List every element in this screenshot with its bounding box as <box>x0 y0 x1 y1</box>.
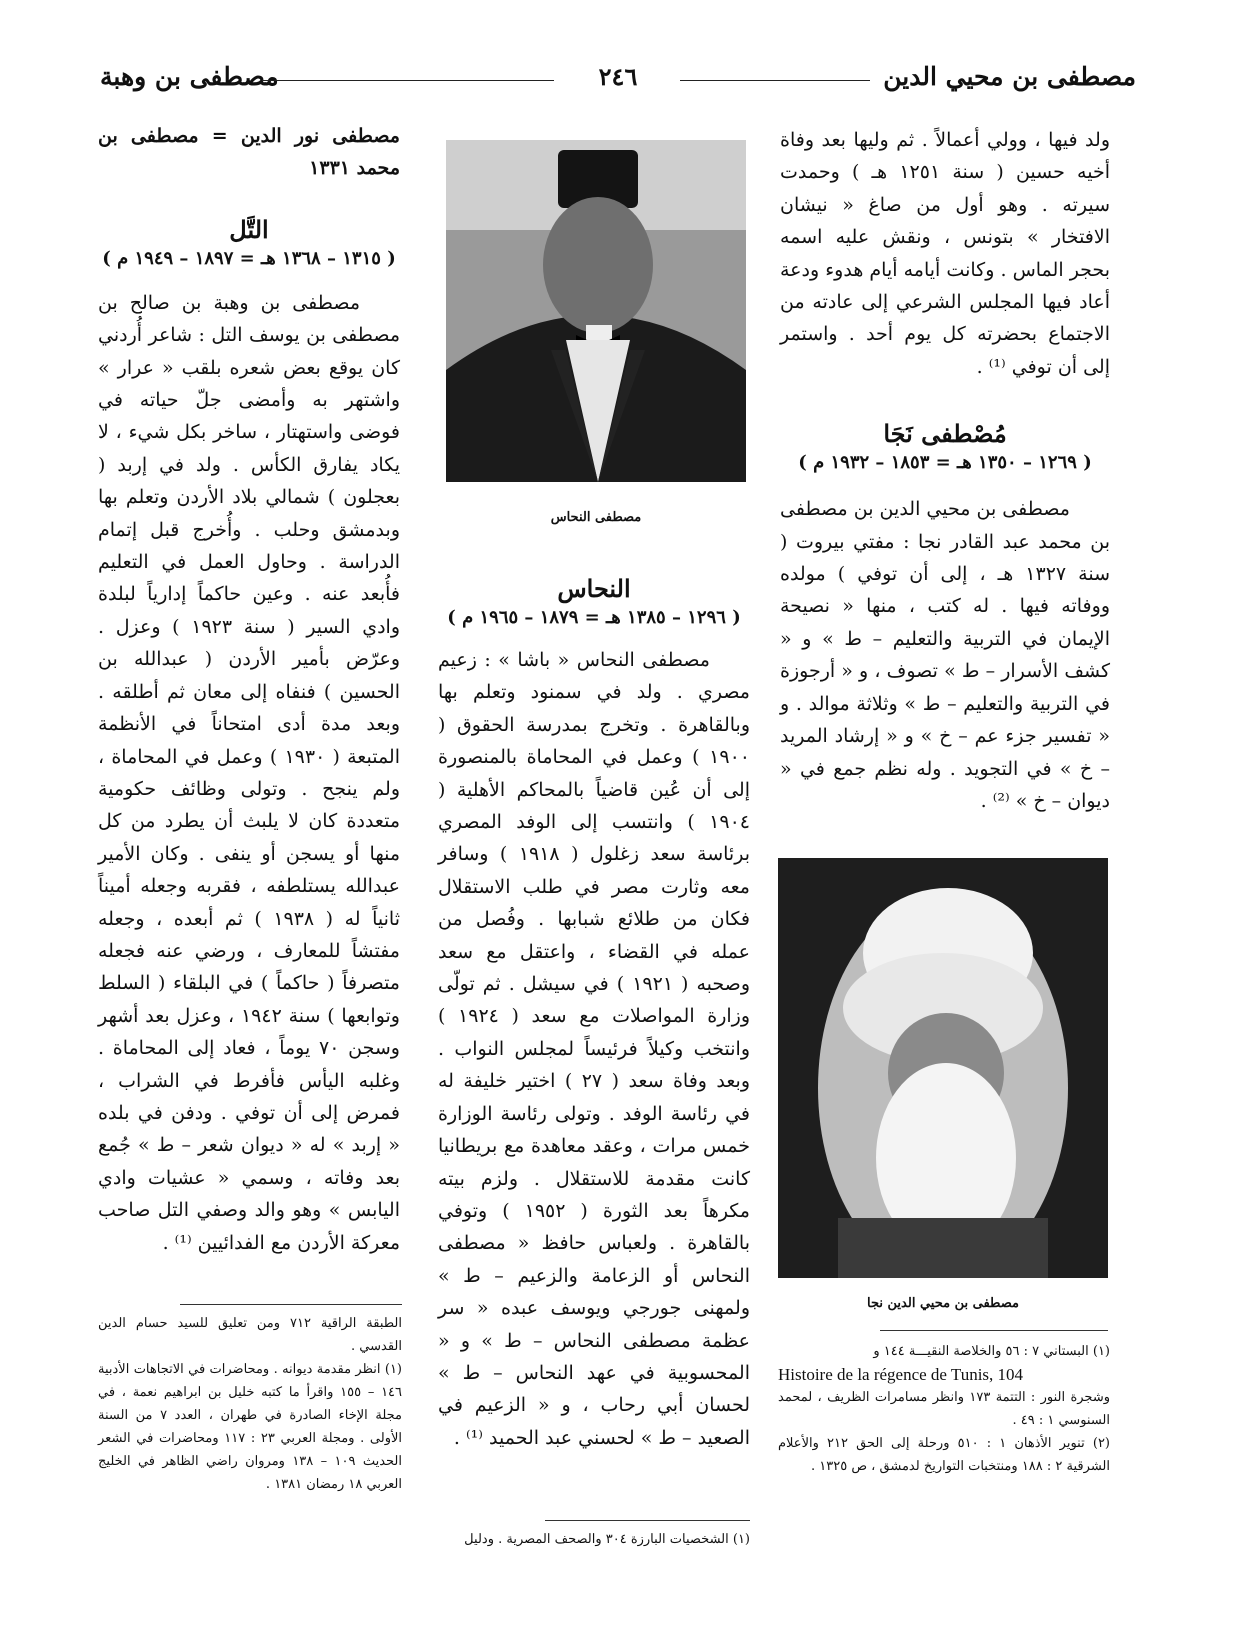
portrait-photo-naja <box>778 858 1108 1278</box>
column-middle <box>438 574 750 1454</box>
footnote-rule-right <box>880 1330 1108 1331</box>
footnote-2: (٢) تنوير الأذهان ١ : ٥١٠ ورحلة إلى الحق ٢١٢ والأعلام الشرقية ٢ : ١٨٨ ومنتخبات التواريخ لدمشق ، ص ١٣٢٥ . <box>778 1436 1110 1474</box>
footnote-continued: الطبقة الراقية ٧١٢ ومن تعليق للسيد حسام الدين القدسي . <box>98 1316 402 1354</box>
footnote-rule-left <box>180 1304 402 1305</box>
page-number: ٢٤٦ <box>598 62 638 91</box>
photo-caption-naja: مصطفى بن محيي الدين نجا <box>867 1296 1019 1311</box>
entry-title-tall: التَّل <box>229 214 269 244</box>
entry-text-naja: مصطفى بن محيي الدين بن مصطفى بن محمد عبد القادر نجا : مفتي بيروت ( سنة ١٣٢٧ هـ ، إلى أن توفي ) مولده ووفاته فيها . له كتب ، منها « نصيحة الإيمان في التربية والتعليم – ط » و « كشف الأسرار – ط » تصوف ، و « أرجوزة في التربية والتعليم – ط » وثلاثة موالد . و « تفسير جزء عم – خ » و « إرشاد المريد – خ » في التجويد . وله نظم جمع في « ديوان – خ » ⁽²⁾ . <box>780 498 1110 812</box>
photo-caption-nahhas: مصطفى النحاس <box>550 510 642 525</box>
entry-text-tall: مصطفى بن وهبة بن صالح بن مصطفى بن يوسف التل : شاعر أُردني كان يوقع بعض شعره بلقب « عرار » واشتهر به وأمضى جلّ حياته في فوضى واستهتار ، ساخر بكل شيء ، لا يكاد يفارق الكأس . ولد في إربد ( بعجلون ) شمالي بلاد الأردن وتعلم بها وبدمشق وحلب . وأُخرج قبل إتمام الدراسة . وحاول العمل في التعليم فأُبعد عنه . وعين حاكماً إدارياً لبلدة وادي السير ( سنة ١٩٢٣ ) وعزل . وعرّض بأمير الأردن ( عبدالله بن الحسين ) فنفاه إلى معان ثم أطلقه . وبعد مدة أدى امتحاناً في الأنظمة المتبعة ( ١٩٣٠ ) وعمل في المحاماة ، ولم ينجح . وتولى وظائف حكومية متعددة كان لا يلبث أن يطرد من كل منها أو يسجن أو ينفى . وكان الأمير عبدالله يستلطفه ، فقربه وجعله أميناً ثانياً له ( ١٩٣٨ ) ثم أبعده ، وجعله مفتشاً للمعارف ، ورضي عنه فجعله متصرفاً ( حاكماً ) في البلقاء ( السلط وتوابعها ) سنة ١٩٤٢ ، وعزل بعد أشهر وسجن ٧٠ يوماً ، فعاد إلى المحاماة . وغلبه اليأس فأفرط في الشراب ، فمرض إلى أن توفي . ودفن في بلده « إربد » له « ديوان شعر – ط » جُمع بعد وفاته ، وسمي « عشيات وادي اليابس » وهو والد وصفي التل صاحب معركة الأردن مع الفدائيين ⁽¹⁾ . <box>98 291 401 1254</box>
entry-continuation-text: ولد فيها ، وولي أعمالاً . ثم وليها بعد وفاة أخيه حسين ( سنة ١٢٥١ هـ ) وحمدت سيرته . وهو أول من صاغ « نيشان الافتخار » بتونس ، ونقش عليه اسمه بحجر الماس . وكانت أيامه أيام هدوء ودعة أعاد فيها المجلس الشرعي إلى عادته من الاجتماع بحضرته كل يوم أحد . واستمر إلى أن توفي ⁽¹⁾ . <box>780 129 1110 378</box>
entry-dates-nahhas: ( ١٢٩٦ – ١٣٨٥ هـ = ١٨٧٩ – ١٩٦٥ م ) <box>447 607 741 628</box>
column-left <box>98 120 400 1259</box>
footnote-1-left: (١) انظر مقدمة ديوانه . ومحاضرات في الاتجاهات الأدبية ١٤٦ – ١٥٥ واقرأ ما كتبه خليل بن ابراهيم نعمة ، في مجلة الإخاء الصادرة في طهران ، العدد ٧ من السنة الأولى . ومجلة العربي ٢٣ : ١١٧ ومحاضرات في الشعر الحديث ١٠٩ – ١٣٨ ومروان راضي الظاهر في الخليج العربي ١٨ رمضان ١٣٨١ . <box>98 1362 403 1492</box>
entry-dates-tall: ( ١٣١٥ – ١٣٦٨ هـ = ١٨٩٧ – ١٩٤٩ م ) <box>102 247 396 269</box>
footnote-1-cont: وشجرة النور : التتمة ١٧٣ وانظر مسامرات الظريف ، لمحمد السنوسي ١ : ٤٩ . <box>778 1390 1110 1428</box>
column-right <box>780 124 1110 817</box>
footnotes-right <box>778 1340 1110 1478</box>
header-rule-right <box>680 80 870 81</box>
footnote-1: (١) البستاني ٧ : ٥٦ والخلاصة النقيـــة ١٤٤ و <box>873 1344 1110 1359</box>
cross-reference: مصطفى نور الدين = مصطفى بن محمد ١٣٣١ <box>98 125 400 180</box>
entry-text-nahhas: مصطفى النحاس « باشا » : زعيم مصري . ولد في سمنود وتعلم بها وبالقاهرة . وتخرج بمدرسة الحقوق ( ١٩٠٠ ) وعمل في المحاماة بالمنصورة إلى أن عُين قاضياً بالمحاكم الأهلية ( ١٩٠٤ ) وانتسب إلى الوفد المصري برئاسة سعد زغلول ( ١٩١٨ ) وسافر معه وثارت مصر في طلب الاستقلال فكان من طلائع شبابها . وفُصل من عمله في القضاء ، واعتقل مع سعد وصحبه ( ١٩٢١ ) في سيشل . ثم تولّى وزارة المواصلات مع سعد ( ١٩٢٤ ) وانتخب وكيلاً فرئيساً لمجلس النواب . وبعد وفاة سعد ( ٢٧ ) اختير خليفة له في رئاسة الوفد . وتولى رئاسة الوزارة خمس مرات ، وعقد معاهدة مع بريطانيا كانت مقدمة للاستقلال . ولزم بيته مكرهاً بعد الثورة ( ١٩٥٢ ) وتوفي بالقاهرة . ولعباس حافظ « مصطفى النحاس أو الزعامة والزعيم – ط » ولمهنى جورجي ويوسف عبده « سر عظمة مصطفى النحاس – ط » و « المحسوبية في عهد النحاس – ط » لحسان أبي رحاب ، و « الزعيم في الصعيد – ط » لحسني عبد الحميد ⁽¹⁾ . <box>438 649 751 1449</box>
footnote-1-middle: (١) الشخصيات البارزة ٣٠٤ والصحف المصرية . ودليل <box>464 1532 750 1547</box>
running-head-left: مصطفى بن وهبة <box>100 62 279 91</box>
entry-title-naja: مُصْطفى نَجَا <box>883 419 1007 449</box>
entry-title-nahhas: النحاس <box>557 574 631 603</box>
footnotes-middle <box>438 1528 750 1551</box>
footnotes-left <box>98 1312 402 1496</box>
footnote-rule-middle <box>545 1520 750 1521</box>
entry-dates-naja: ( ١٢٦٩ – ١٣٥٠ هـ = ١٨٥٣ – ١٩٣٢ م ) <box>798 452 1092 474</box>
portrait-photo-nahhas <box>446 140 746 482</box>
running-head-right: مصطفى بن محيي الدين <box>883 62 1136 91</box>
header-rule-left <box>262 80 554 81</box>
footnote-1-latin: Histoire de la régence de Tunis, 104 <box>778 1365 1024 1384</box>
